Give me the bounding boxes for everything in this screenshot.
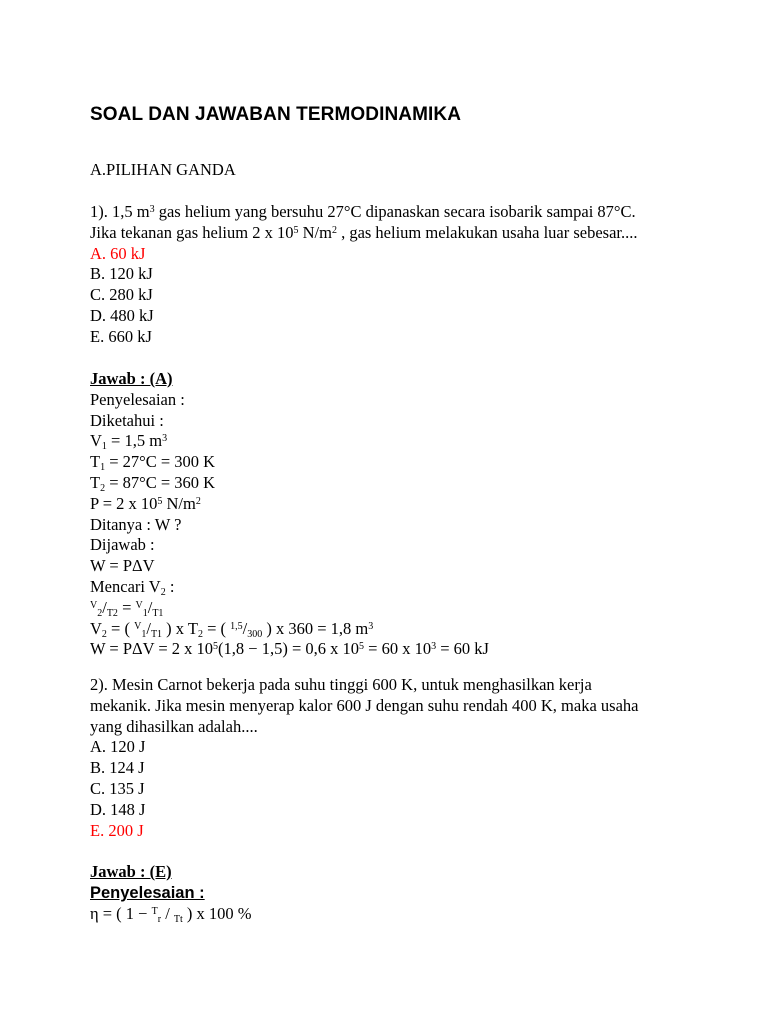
ratio-equation: $^V_2/_{T2} = ^V_1/_{T1}$ <box>90 597 164 619</box>
answer-1-penyelesaian: Penyelesaian : <box>90 389 185 409</box>
option-b: B. 120 kJ <box>90 264 153 284</box>
q2-option-c: C. 135 J <box>90 778 145 798</box>
answered-label: Dijawab : <box>90 535 155 555</box>
section-heading: A.PILIHAN GANDA <box>90 160 236 179</box>
question-1-line-1: 1). 1,5 $m^3$ gas helium yang bersuhu 27°C dipanaskan secara isobarik sampai 87°C. <box>90 202 636 221</box>
work-calculation: W = PΔV = 2 x $10^5(1,8 - 1,5) = 0,6$ x $10^5 = 60$ x $10^3 = 60$ kJ <box>90 639 489 659</box>
q2-option-e-correct: E. 200 J <box>90 820 144 840</box>
question-2 <box>90 675 638 841</box>
document-title: SOAL DAN JAWABAN TERMODINAMIKA <box>90 104 462 125</box>
option-e: E. 660 kJ <box>90 326 152 346</box>
find-v2: Mencari $V_2$ : <box>90 576 175 598</box>
given-v1: $V_1 = 1,5$ $m^3$ <box>90 431 168 453</box>
v2-calculation: $V_2$ = ( $^V_1/_{T1}$ ) x $T_2$ = ( $^{1,5}/_{300}$ ) x 360 = 1,8 $m^3$ <box>90 618 374 640</box>
question-2-line-2: mekanik. Jika mesin menyerap kalor 600 J dengan suhu rendah 400 K, maka usaha <box>90 695 639 715</box>
answer-1-heading: Jawab : (A) <box>90 369 173 388</box>
option-d: D. 480 kJ <box>90 305 154 325</box>
answer-2 <box>90 862 252 924</box>
question-1-line-2: Jika tekanan gas helium 2 x $10^5$ $N/m^2$ , gas helium melakukan usaha luar sebesar.... <box>90 222 638 242</box>
q2-option-b: B. 124 J <box>90 758 145 778</box>
q2-option-d: D. 148 J <box>90 799 146 819</box>
answer-1-diketahui: Diketahui : <box>90 410 164 430</box>
given-p: P = 2 x $10^5$ $N/m^2$ <box>90 493 201 513</box>
option-c: C. 280 kJ <box>90 285 153 305</box>
answer-1 <box>90 369 489 660</box>
option-a-correct: A. 60 kJ <box>90 243 146 263</box>
q2-option-a: A. 120 J <box>90 737 146 757</box>
given-t1: $T_1 = 27^\circ C = 300$ K <box>90 452 216 474</box>
asked: Ditanya : W ? <box>90 514 182 534</box>
question-2-line-1: 2). Mesin Carnot bekerja pada suhu tinggi 600 K, untuk menghasilkan kerja <box>90 675 592 694</box>
answer-2-penyelesaian: Penyelesaian : <box>90 883 205 902</box>
question-2-line-3: yang dihasilkan adalah.... <box>90 716 258 736</box>
answer-2-heading: Jawab : (E) <box>90 862 172 881</box>
work-formula: W = PΔV <box>90 556 155 576</box>
given-t2: $T_2 = 87^\circ C = 360$ K <box>90 472 216 494</box>
efficiency-formula: η = ( 1 − $^T_r$ / $_{Tt}$ ) x 100 % <box>90 903 252 925</box>
question-1 <box>90 202 638 348</box>
